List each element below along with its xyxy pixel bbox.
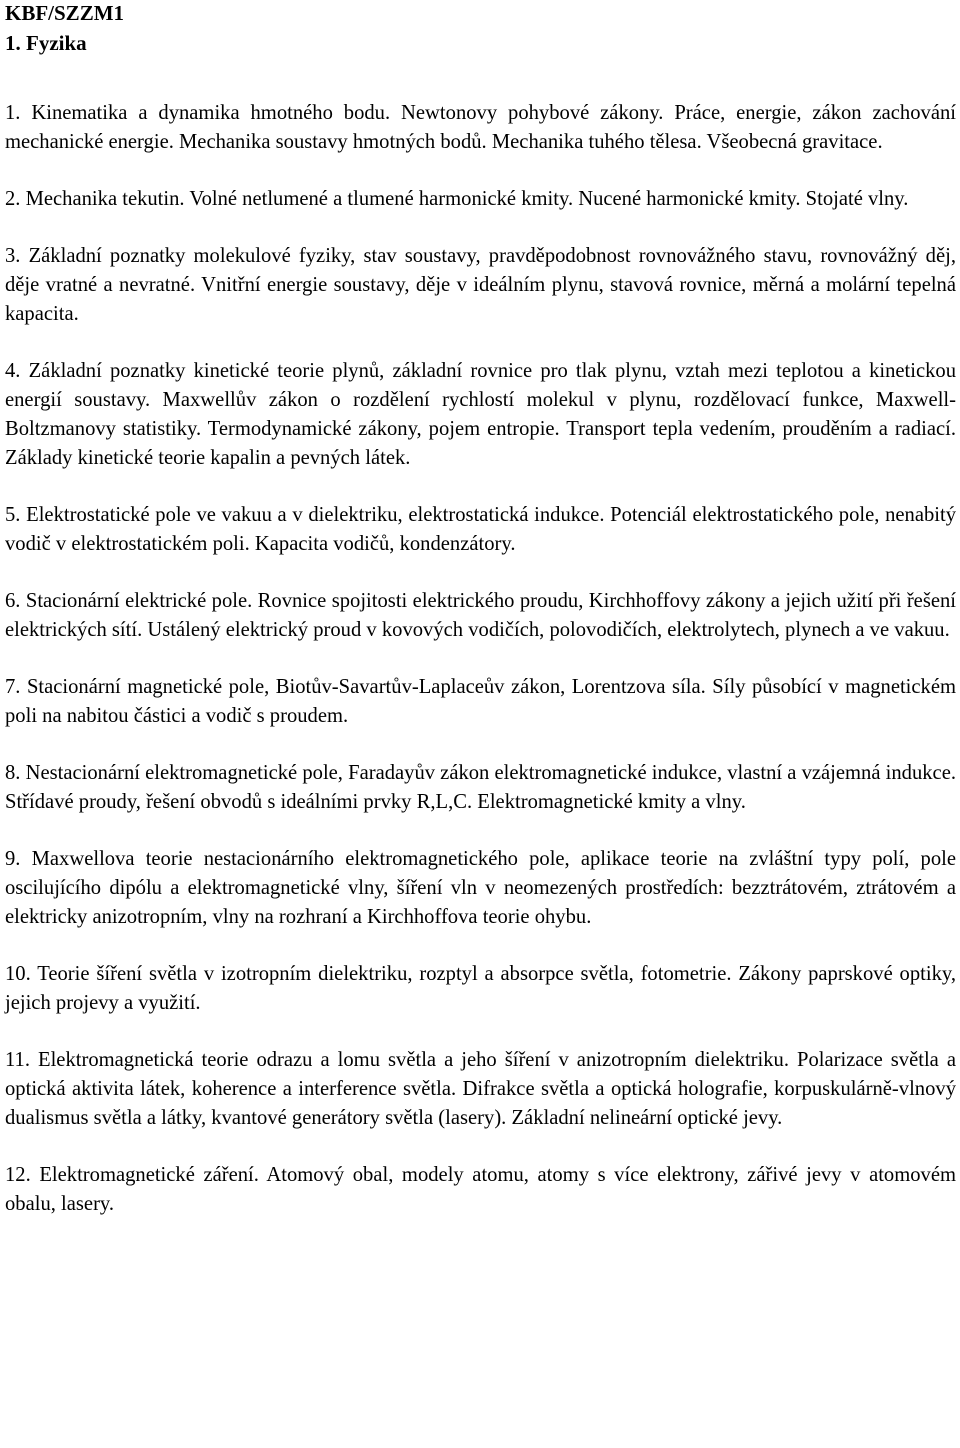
document-page: [5, 0, 956, 1219]
topic-item-12: 12. Elektromagnetické záření. Atomový obal, modely atomu, atomy s více elektrony, zářivé jevy v atomovém obalu, lasery.: [5, 1164, 956, 1215]
course-code: KBF/SZZM1: [5, 1, 125, 25]
topic-item-4: 4. Základní poznatky kinetické teorie plynů, základní rovnice pro tlak plynu, vztah mezi teplotou a kinetickou energií soustavy. Maxwellův zákon o rozdělení rychlostí molekul v plynu, rozdělovací funkce, Maxwell-Boltzmanovy statistiky. Termodynamické zákony, pojem entropie. Transport tepla vedením, prouděním a radiací. Základy kinetické teorie kapalin a pevných látek.: [5, 360, 956, 469]
topic-item-8: 8. Nestacionární elektromagnetické pole, Faradayův zákon elektromagnetické indukce, vlastní a vzájemná indukce. Střídavé proudy, řešení obvodů s ideálními prvky R,L,C. Elektromagnetické kmity a vlny.: [5, 762, 956, 813]
subject-title: 1. Fyzika: [5, 31, 87, 55]
topic-item-1: 1. Kinematika a dynamika hmotného bodu. Newtonovy pohybové zákony. Práce, energie, zákon zachování mechanické energie. Mechanika soustavy hmotných bodů. Mechanika tuhého tělesa. Všeobecná gravitace.: [5, 102, 956, 153]
topic-list: [5, 99, 956, 1219]
topic-item-5: 5. Elektrostatické pole ve vakuu a v dielektriku, elektrostatická indukce. Potenciál elektrostatického pole, nenabitý vodič v elektrostatickém poli. Kapacita vodičů, kondenzátory.: [5, 504, 956, 555]
topic-item-10: 10. Teorie šíření světla v izotropním dielektriku, rozptyl a absorpce světla, fotometrie. Zákony paprskové optiky, jejich projevy a využití.: [5, 963, 956, 1014]
topic-item-9: 9. Maxwellova teorie nestacionárního elektromagnetického pole, aplikace teorie na zvláštní typy polí, pole oscilujícího dipólu a elektromagnetické vlny, šíření vln v neomezených prostředích: bezztrátovém, ztrátovém a elektricky anizotropním, vlny na rozhraní a Kirchhoffova teorie ohybu.: [5, 848, 956, 928]
topic-item-3: 3. Základní poznatky molekulové fyziky, stav soustavy, pravděpodobnost rovnovážného stavu, rovnovážný děj, děje vratné a nevratné. Vnitřní energie soustavy, děje v ideálním plynu, stavová rovnice, měrná a molární tepelná kapacita.: [5, 245, 956, 325]
topic-item-6: 6. Stacionární elektrické pole. Rovnice spojitosti elektrického proudu, Kirchhoffovy zákony a jejich užití při řešení elektrických sítí. Ustálený elektrický proud v kovových vodičích, polovodičích, elektrolytech, plynech a ve vakuu.: [5, 590, 956, 641]
topic-item-11: 11. Elektromagnetická teorie odrazu a lomu světla a jeho šíření v anizotropním dielektriku. Polarizace světla a optická aktivita látek, koherence a interference světla. Difrakce světla a optická holografie, korpuskulárně-vlnový dualismus světla a látky, kvantové generátory světla (lasery). Základní nelineární optické jevy.: [5, 1049, 956, 1129]
topic-item-7: 7. Stacionární magnetické pole, Biotův-Savartův-Laplaceův zákon, Lorentzova síla. Síly působící v magnetickém poli na nabitou částici a vodič s proudem.: [5, 676, 956, 727]
document-header: [5, 0, 956, 58]
topic-item-2: 2. Mechanika tekutin. Volné netlumené a tlumené harmonické kmity. Nucené harmonické kmity. Stojaté vlny.: [5, 188, 909, 210]
